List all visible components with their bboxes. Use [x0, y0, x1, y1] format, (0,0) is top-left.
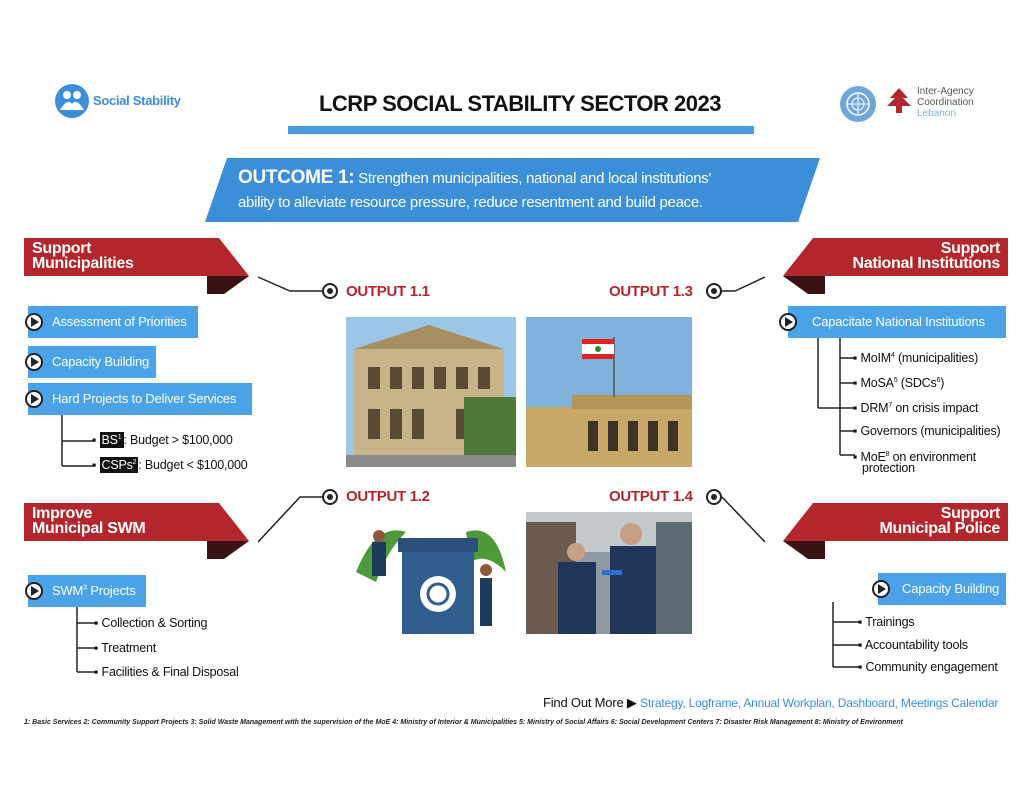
- sub-item-text: Collection & Sorting: [101, 616, 208, 630]
- button-label: SWM: [52, 583, 84, 598]
- ribbon-line: Improve: [32, 505, 93, 522]
- button-label: Capacity Building: [902, 581, 1000, 596]
- play-icon: [25, 313, 43, 331]
- sub-item-collection: ▪ Collection & Sorting: [94, 616, 208, 630]
- ribbon-line: Municipal Police: [879, 520, 1000, 537]
- tag-bs: BS: [101, 433, 118, 447]
- sub-item-community: ▪ Community engagement: [858, 660, 998, 674]
- footnote-ref: 3: [83, 584, 87, 592]
- sub-item-mosa: ▪ MoSA$^5$ (SDCs$^6$): [853, 376, 945, 390]
- sub-item-text: (SDCs: [897, 376, 937, 390]
- iac-line2: Coordination: [917, 97, 974, 108]
- button-label: Assessment of Priorities: [52, 314, 187, 329]
- sub-item-moim: ▪ MoIM$^4$ (municipalities): [853, 351, 979, 365]
- sub-item-text: MoE: [860, 450, 886, 465]
- iac-line1: Inter-Agency: [917, 86, 974, 97]
- sub-item-text: protection: [862, 461, 915, 476]
- ribbon-line: Support: [940, 505, 1000, 522]
- button-police-capacity-building[interactable]: [878, 573, 1006, 605]
- button-capacity-building[interactable]: [28, 346, 156, 378]
- footnote-ref: 8: [885, 451, 890, 458]
- sub-item-drm: ▪ DRM$^7$ on crisis impact: [853, 401, 979, 415]
- button-label: Capacity Building: [52, 354, 150, 369]
- sub-item-facilities: ▪ Facilities & Final Disposal: [94, 665, 239, 679]
- sub-item-text: Facilities & Final Disposal: [101, 665, 239, 679]
- photo-flag-building: [526, 317, 692, 467]
- sub-item-text: (municipalities): [894, 351, 979, 365]
- ribbon-line: Support: [940, 240, 1000, 257]
- sub-item-text: Governors (municipalities): [860, 424, 1001, 438]
- sub-item-text: : Budget < $100,000: [138, 458, 248, 472]
- play-icon: [25, 353, 43, 371]
- sub-item-text: Treatment: [101, 641, 156, 655]
- ribbon-line: National Institutions: [852, 255, 1000, 272]
- iac-line3: Lebanon: [917, 108, 956, 119]
- play-icon: [872, 580, 890, 598]
- output-1-3-label: OUTPUT 1.3: [609, 283, 693, 300]
- sub-item-text: ): [940, 376, 945, 390]
- sub-item-moe: ▪ MoE$^8$ on environment protection: [853, 450, 976, 476]
- footnotes: 1: Basic Services 2: Community Support Projects 3: Solid Waste Management with the supervision of the MoE 4: Ministry of Interior & Municipalities 5: Ministry of Social Affairs 6: Social Development Centers 7: Disaster Risk Management 8: Ministry of Environment: [24, 719, 903, 726]
- sub-item-bs: ▪ $BS^1$ : Budget > $100,000: [92, 433, 233, 447]
- page-title: LCRP SOCIAL STABILITY SECTOR 2023: [318, 91, 721, 116]
- ribbon-line: Municipal SWM: [32, 520, 146, 537]
- ribbon-line: Municipalities: [32, 255, 134, 272]
- sub-item-text: MoIM: [860, 351, 891, 365]
- footnote-ref: 1: [117, 433, 122, 441]
- button-label: Projects: [86, 583, 136, 598]
- sub-item-text: on crisis impact: [892, 401, 979, 415]
- play-icon: [25, 390, 43, 408]
- button-label: Hard Projects to Deliver Services: [52, 391, 237, 406]
- sub-item-accountability: ▪ Accountability tools: [858, 638, 968, 652]
- arrow-right-icon: ▶: [626, 695, 637, 710]
- find-out-links[interactable]: Strategy, Logframe, Annual Workplan, Dashboard, Meetings Calendar: [640, 696, 999, 710]
- button-label: Capacitate National Institutions: [812, 314, 985, 329]
- sub-item-trainings: ▪ Trainings: [858, 615, 915, 629]
- play-icon: [779, 313, 797, 331]
- outcome-line1: Strengthen municipalities, national and local institutions': [358, 170, 712, 187]
- footnote-ref: 4: [890, 351, 895, 359]
- footnote-ref: 7: [888, 401, 893, 409]
- sub-item-text: DRM: [860, 401, 889, 415]
- output-1-1-label: OUTPUT 1.1: [346, 283, 430, 300]
- sub-item-governors: ▪ Governors (municipalities): [853, 424, 1001, 438]
- logo-text: Social Stability: [93, 93, 181, 108]
- sub-item-text: on environment: [889, 450, 976, 465]
- sub-item-text: Community engagement: [865, 660, 998, 674]
- button-capacitate-national-institutions[interactable]: [788, 306, 1006, 338]
- sub-item-text: Trainings: [865, 615, 915, 629]
- sub-item-text: MoSA: [860, 376, 894, 390]
- find-out-label: Find Out More: [543, 695, 624, 710]
- tag-csps: CSPs: [101, 458, 133, 472]
- button-swm-projects[interactable]: [28, 575, 146, 607]
- photo-municipal-building: [346, 317, 516, 467]
- play-icon: [25, 582, 43, 600]
- footnote-ref: 5: [893, 376, 898, 384]
- find-out-more: [543, 695, 998, 711]
- sub-item-text: Accountability tools: [864, 638, 968, 652]
- sub-item-treatment: ▪ Treatment: [94, 641, 156, 655]
- photo-municipal-police: [526, 512, 692, 634]
- photo-recycling-bin: [346, 512, 516, 634]
- outcome-line2: ability to alleviate resource pressure, reduce resentment and build peace.: [238, 194, 703, 211]
- sub-item-text: : Budget > $100,000: [123, 433, 233, 447]
- footnote-ref: 2: [132, 458, 137, 466]
- button-assessment-of-priorities[interactable]: [28, 306, 198, 338]
- sub-item-csps: ▪ CSPs$^2$ : Budget < $100,000: [92, 458, 248, 472]
- output-1-2-label: OUTPUT 1.2: [346, 488, 430, 505]
- button-hard-projects[interactable]: [28, 383, 252, 415]
- output-1-4-label: OUTPUT 1.4: [609, 488, 693, 505]
- outcome-label: OUTCOME 1:: [238, 167, 355, 188]
- ribbon-line: Support: [32, 240, 92, 257]
- footnote-ref: 6: [936, 376, 941, 384]
